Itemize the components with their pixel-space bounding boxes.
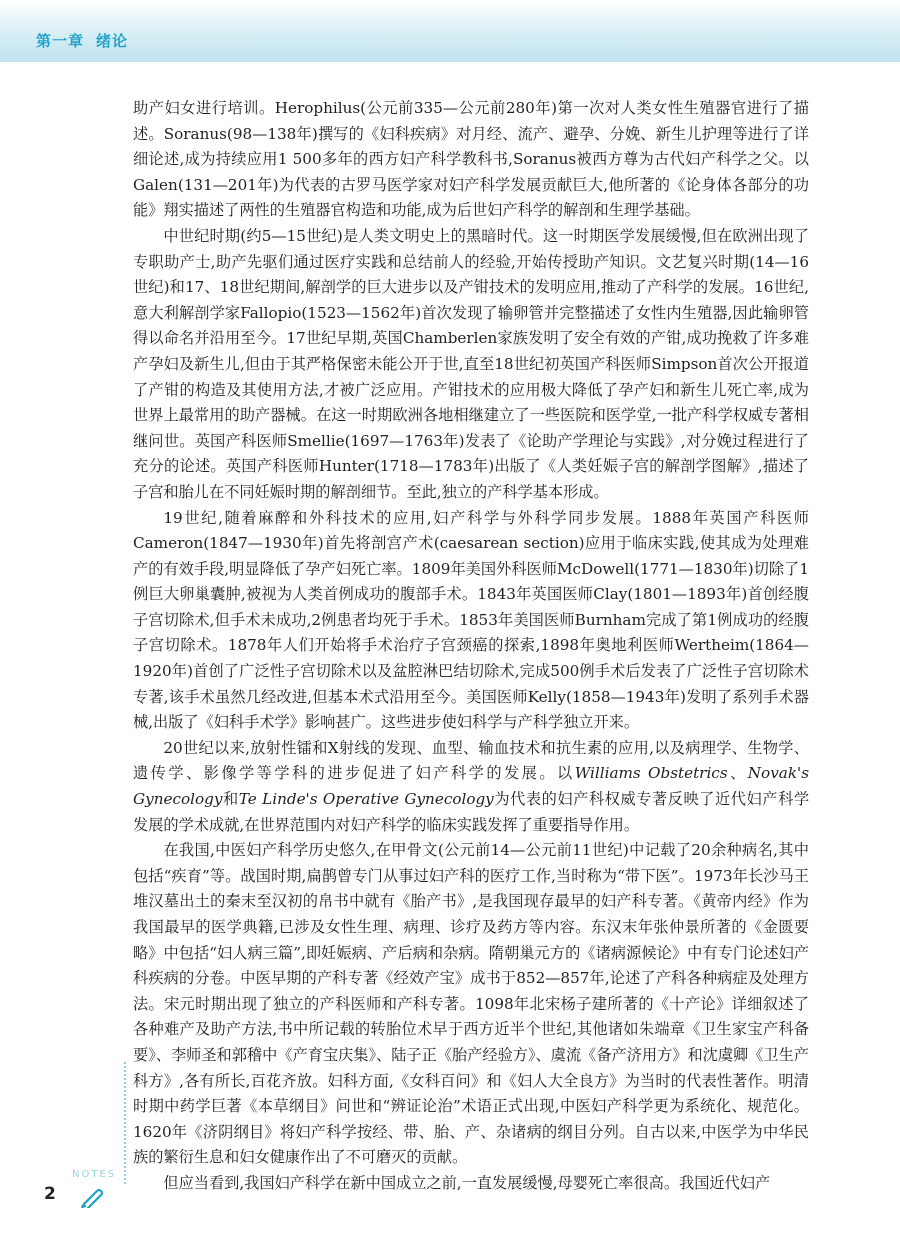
notes-label: NOTES bbox=[72, 1169, 117, 1180]
text-run: 在我国,中医妇产科学历史悠久,在甲骨文(公元前14—公元前11世纪)中记载了20余种病名,其中包括“疾育”等。战国时期,扁鹊曾专门从事过妇产科的医疗工作,当时称为“带下医”。1973年长沙马王堆汉墓出土的秦末至汉初的帛书中就有《胎产书》,是我国现存最早的妇产科专著。《黄帝内经》作为我国最早的医学典籍,已涉及女性生理、病理、诊疗及药方等内容。东汉末年张仲景所著的《金匮要略》中包括“妇人病三篇”,即妊娠病、产后病和杂病。隋朝巢元方的《诸病源候论》中有专门论述妇产科疾病的分卷。中医早期的产科专著《经效产宝》成书于852—857年,论述了产科各种病症及处理方法。宋元时期出现了独立的产科医师和产科专著。1098年北宋杨子建所著的《十产论》详细叙述了各种难产及助产方法,书中所记载的转胎位术早于西方近半个世纪,其他诸如朱端章《卫生家宝产科备要》、李师圣和郭稽中《产育宝庆集》、陆子正《胎产经验方》、虞流《备产济用方》和沈虞卿《卫生产科方》,各有所长,百花齐放。妇科方面,《女科百问》和《妇人大全良方》为当时的代表性著作。明清时期中药学巨著《本草纲目》问世和“辨证论治”术语正式出现,中医妇产科学更为系统化、规范化。1620年《济阴纲目》将妇产科学按经、带、胎、产、杂诸病的纲目分列。自古以来,中医学为中华民族的繁衍生息和妇女健康作出了不可磨灭的贡献。 bbox=[133, 841, 809, 1167]
book-title-italic: Te Linde's Operative Gynecology bbox=[238, 790, 494, 809]
text-run: 为代表的妇产科权威专著反映了近代妇产科学发展的学术成就,在世界范围内对妇产科学的临床实践发挥了重要指导作用。 bbox=[133, 790, 810, 834]
book-title-italic: Novak's Gynecology bbox=[133, 764, 810, 809]
paragraph bbox=[133, 838, 809, 1171]
text-run: 中世纪时期(约5—15世纪)是人类文明史上的黑暗时代。这一时期医学发展缓慢,但在欧洲出现了专职助产士,助产先驱们通过医疗实践和总结前人的经验,开始传授助产知识。文艺复兴时期(14—16世纪)和17、18世纪期间,解剖学的巨大进步以及产钳技术的发明应用,推动了产科学的发展。16世纪,意大利解剖学家Fallopio(1523—1562年)首次发现了输卵管并完整描述了女性内生殖器,因此输卵管得以命名并沿用至今。17世纪早期,英国Chamberlen家族发明了安全有效的产钳,成功挽救了许多难产孕妇及新生儿,但由于其严格保密未能公开于世,直至18世纪初英国产科医师Simpson首次公开报道了产钳的构造及其使用方法,才被广泛应用。产钳技术的应用极大降低了孕产妇和新生儿死亡率,成为世界上最常用的助产器械。在这一时期欧洲各地相继建立了一些医院和医学堂,一批产科学权威专著相继问世。英国产科医师Smellie(1697—1763年)发表了《论助产学理论与实践》,对分娩过程进行了充分的论述。英国产科医师Hunter(1718—1783年)出版了《人类妊娠子宫的解剖学图解》,描述了子宫和胎儿在不同妊娠时期的解剖细节。至此,独立的产科学基本形成。 bbox=[133, 226, 809, 501]
text-run: 20世纪以来,放射性镭和X射线的发现、血型、输血技术和抗生素的应用,以及病理学、生物学、遗传学、影像学等学科的进步促进了妇产科学的发展。以 bbox=[133, 738, 809, 783]
paragraph bbox=[133, 224, 809, 506]
text-run: 、 bbox=[727, 764, 748, 783]
chapter-header bbox=[36, 30, 128, 51]
chapter-number: 第一章 bbox=[36, 32, 85, 50]
pencil-icon bbox=[78, 1184, 106, 1208]
paragraph bbox=[133, 736, 809, 838]
page-number: 2 bbox=[44, 1184, 56, 1204]
book-title-italic: Williams Obstetrics bbox=[574, 764, 728, 783]
notes-divider bbox=[124, 1062, 126, 1184]
text-run: 但应当看到,我国妇产科学在新中国成立之前,一直发展缓慢,母婴死亡率很高。我国近代妇产 bbox=[163, 1173, 771, 1192]
chapter-title: 绪论 bbox=[96, 32, 129, 50]
text-run: 和 bbox=[222, 790, 239, 809]
paragraph bbox=[133, 506, 809, 736]
paragraph bbox=[133, 96, 809, 224]
paragraph bbox=[133, 1171, 809, 1197]
text-run: 助产妇女进行培训。Herophilus(公元前335—公元前280年)第一次对人类女性生殖器官进行了描述。Soranus(98—138年)撰写的《妇科疾病》对月经、流产、避孕、分娩、新生儿护理等进行了详细论述,成为持续应用1 500多年的西方妇产科学教科书,Soranus被西方尊为古代妇产科学之父。以Galen(131—201年)为代表的古罗马医学家对妇产科学发展贡献巨大,他所著的《论身体各部分的功能》翔实描述了两性的生殖器官构造和功能,成为后世妇产科学的解剖和生理学基础。 bbox=[133, 99, 809, 220]
text-run: 19世纪,随着麻醉和外科技术的应用,妇产科学与外科学同步发展。1888年英国产科医师Cameron(1847—1930年)首先将剖宫产术(caesarean section)应用于临床实践,使其成为处理难产的有效手段,明显降低了孕产妇死亡率。1809年美国外科医师McDowell(1771—1830年)切除了1例巨大卵巢囊肿,被视为人类首例成功的腹部手术。1843年英国医师Clay(1801—1893年)首创经腹子宫切除术,但手术未成功,2例患者均死于手术。1853年美国医师Burnham完成了第1例成功的经腹子宫切除术。1878年人们开始将手术治疗子宫颈癌的探索,1898年奥地利医师Wertheim(1864—1920年)首创了广泛性子宫切除术以及盆腔淋巴结切除术,完成500例手术后发表了广泛性子宫切除术专著,该手术虽然几经改进,但基本术式沿用至今。美国医师Kelly(1858—1943年)发明了系列手术器械,出版了《妇科手术学》影响甚广。这些进步使妇科学与产科学独立开来。 bbox=[133, 508, 809, 732]
body-text bbox=[133, 96, 809, 1197]
header-band bbox=[0, 0, 900, 62]
